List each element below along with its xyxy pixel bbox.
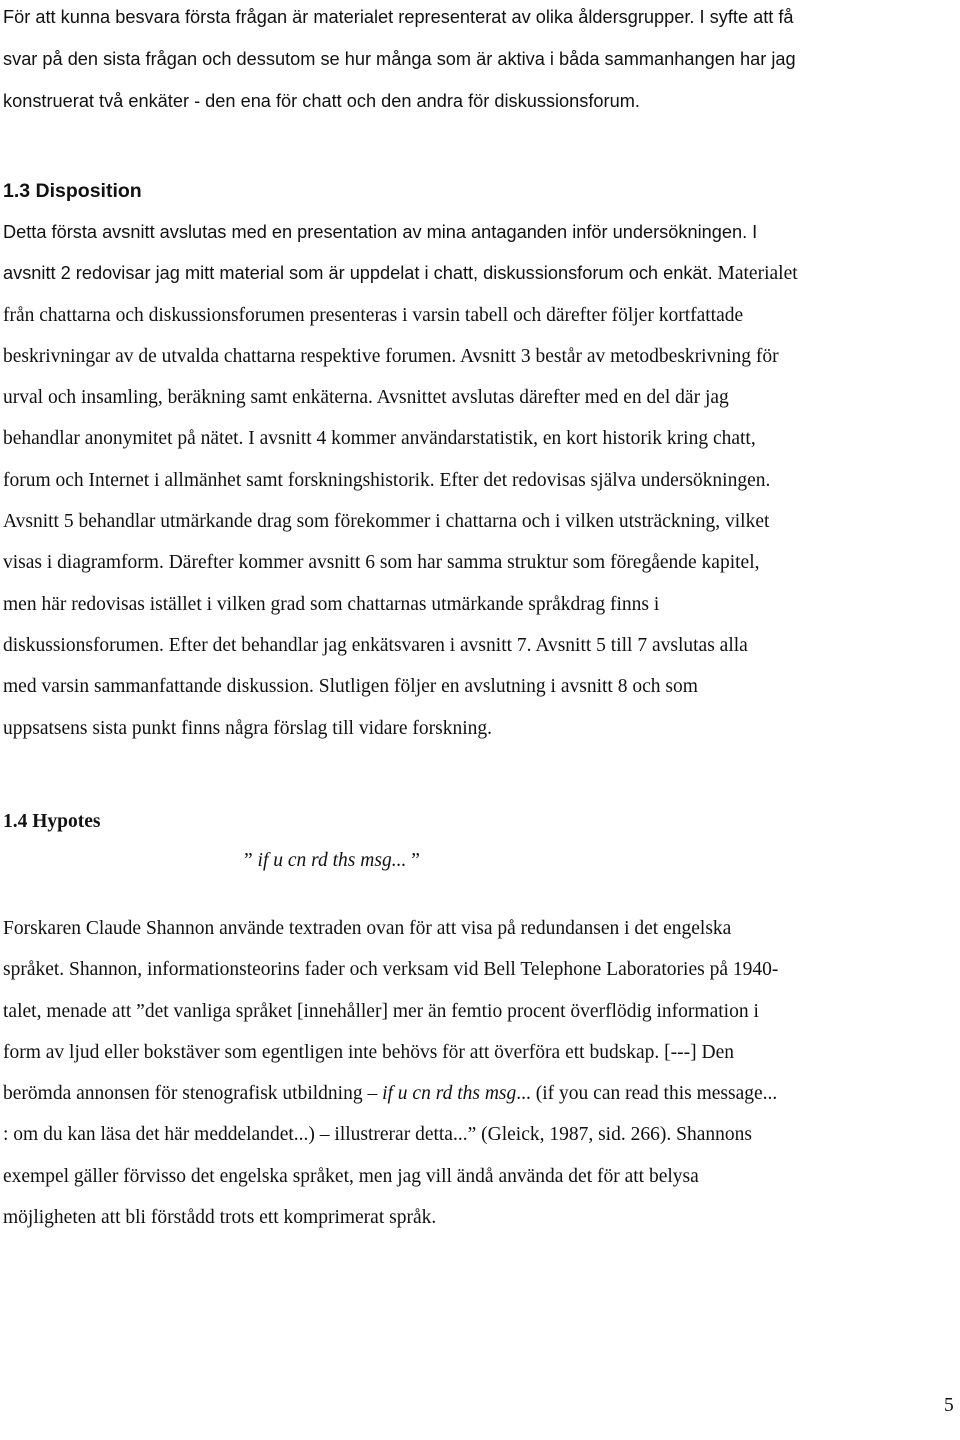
- disposition-line: men här redovisas istället i vilken grad som chattarnas utmärkande språkdrag finns i: [3, 593, 660, 615]
- hypotes-line: [3, 1073, 953, 1114]
- page-number: 5: [944, 1395, 954, 1416]
- hypotes-line: språket. Shannon, informationsteorins fader och verksam vid Bell Telephone Laboratories på 1940-: [3, 959, 779, 981]
- intro-paragraph: [3, 0, 953, 122]
- disposition-line: diskussionsforumen. Efter det behandlar jag enkätsvaren i avsnitt 7. Avsnitt 5 till 7 avslutas alla: [3, 634, 748, 656]
- disposition-line: med varsin sammanfattande diskussion. Slutligen följer en avslutning i avsnitt 8 och som: [3, 676, 698, 698]
- hypotes-line: möjligheten att bli förstådd trots ett komprimerat språk.: [3, 1207, 437, 1229]
- hypotes-line: form av ljud eller bokstäver som egentligen inte behövs för att överföra ett budskap. [---] Den: [3, 1041, 735, 1063]
- close-quote-mark: ”: [411, 850, 420, 871]
- hypotes-paragraph: [3, 908, 953, 1238]
- hypotes-line-part: ... (if you can read this message...: [516, 1083, 778, 1105]
- disposition-line: Avsnitt 5 behandlar utmärkande drag som förekommer i chattarna och i vilken utsträckning, vilket: [3, 511, 770, 533]
- disposition-line: forum och Internet i allmänhet samt forskningshistorik. Efter det redovisas själva undersökningen.: [3, 469, 771, 491]
- hypotes-line-italic: if u cn rd ths msg: [382, 1083, 517, 1105]
- intro-line: svar på den sista frågan och dessutom se hur många som är aktiva i båda sammanhangen har jag: [3, 49, 796, 69]
- open-quote-mark: ”: [244, 850, 253, 871]
- disposition-line: behandlar anonymitet på nätet. I avsnitt 4 kommer användarstatistik, en kort historik kring chatt,: [3, 428, 756, 450]
- hypotes-line-part: berömda annonsen för stenografisk utbildning –: [3, 1083, 383, 1105]
- intro-line: konstruerat två enkäter - den ena för chatt och den andra för diskussionsforum.: [3, 91, 640, 111]
- epigraph-quote: [244, 846, 420, 876]
- hypotes-line: Forskaren Claude Shannon använde textraden ovan för att visa på redundansen i det engelska: [3, 918, 732, 939]
- section-heading-disposition: 1.3 Disposition: [3, 180, 142, 202]
- disposition-line-part: Materialet: [712, 263, 798, 285]
- hypotes-line: exempel gäller förvisso det engelska språket, men jag vill ändå använda det för att belysa: [3, 1165, 699, 1187]
- disposition-line: beskrivningar av de utvalda chattarna respektive forumen. Avsnitt 3 består av metodbeskrivning för: [3, 345, 779, 367]
- disposition-line: urval och insamling, beräkning samt enkäterna. Avsnittet avslutas därefter med en del där jag: [3, 387, 729, 409]
- epigraph-text: if u cn rd ths msg...: [257, 850, 407, 871]
- disposition-line: Detta första avsnitt avslutas med en presentation av mina antaganden inför undersökningen. I: [3, 222, 758, 242]
- intro-line: För att kunna besvara första frågan är materialet representerat av olika åldersgrupper. I syfte att få: [3, 7, 794, 27]
- disposition-paragraph: [3, 212, 953, 749]
- hypotes-line: talet, menade att ”det vanliga språket [innehåller] mer än femtio procent överflödig information i: [3, 1000, 759, 1022]
- disposition-line: uppsatsens sista punkt finns några förslag till vidare forskning.: [3, 717, 493, 739]
- disposition-line: [3, 253, 953, 294]
- section-heading-hypotes: 1.4 Hypotes: [3, 811, 101, 832]
- disposition-line: visas i diagramform. Därefter kommer avsnitt 6 som har samma struktur som föregående kapitel,: [3, 552, 760, 574]
- hypotes-line: : om du kan läsa det här meddelandet...) – illustrerar detta...” (Gleick, 1987, sid. 266). Shannons: [3, 1124, 752, 1146]
- disposition-line: från chattarna och diskussionsforumen presenteras i varsin tabell och därefter följer kortfattade: [3, 304, 744, 326]
- disposition-line-part: avsnitt 2 redovisar jag mitt material som är uppdelat i chatt, diskussionsforum och enkät.: [3, 263, 713, 284]
